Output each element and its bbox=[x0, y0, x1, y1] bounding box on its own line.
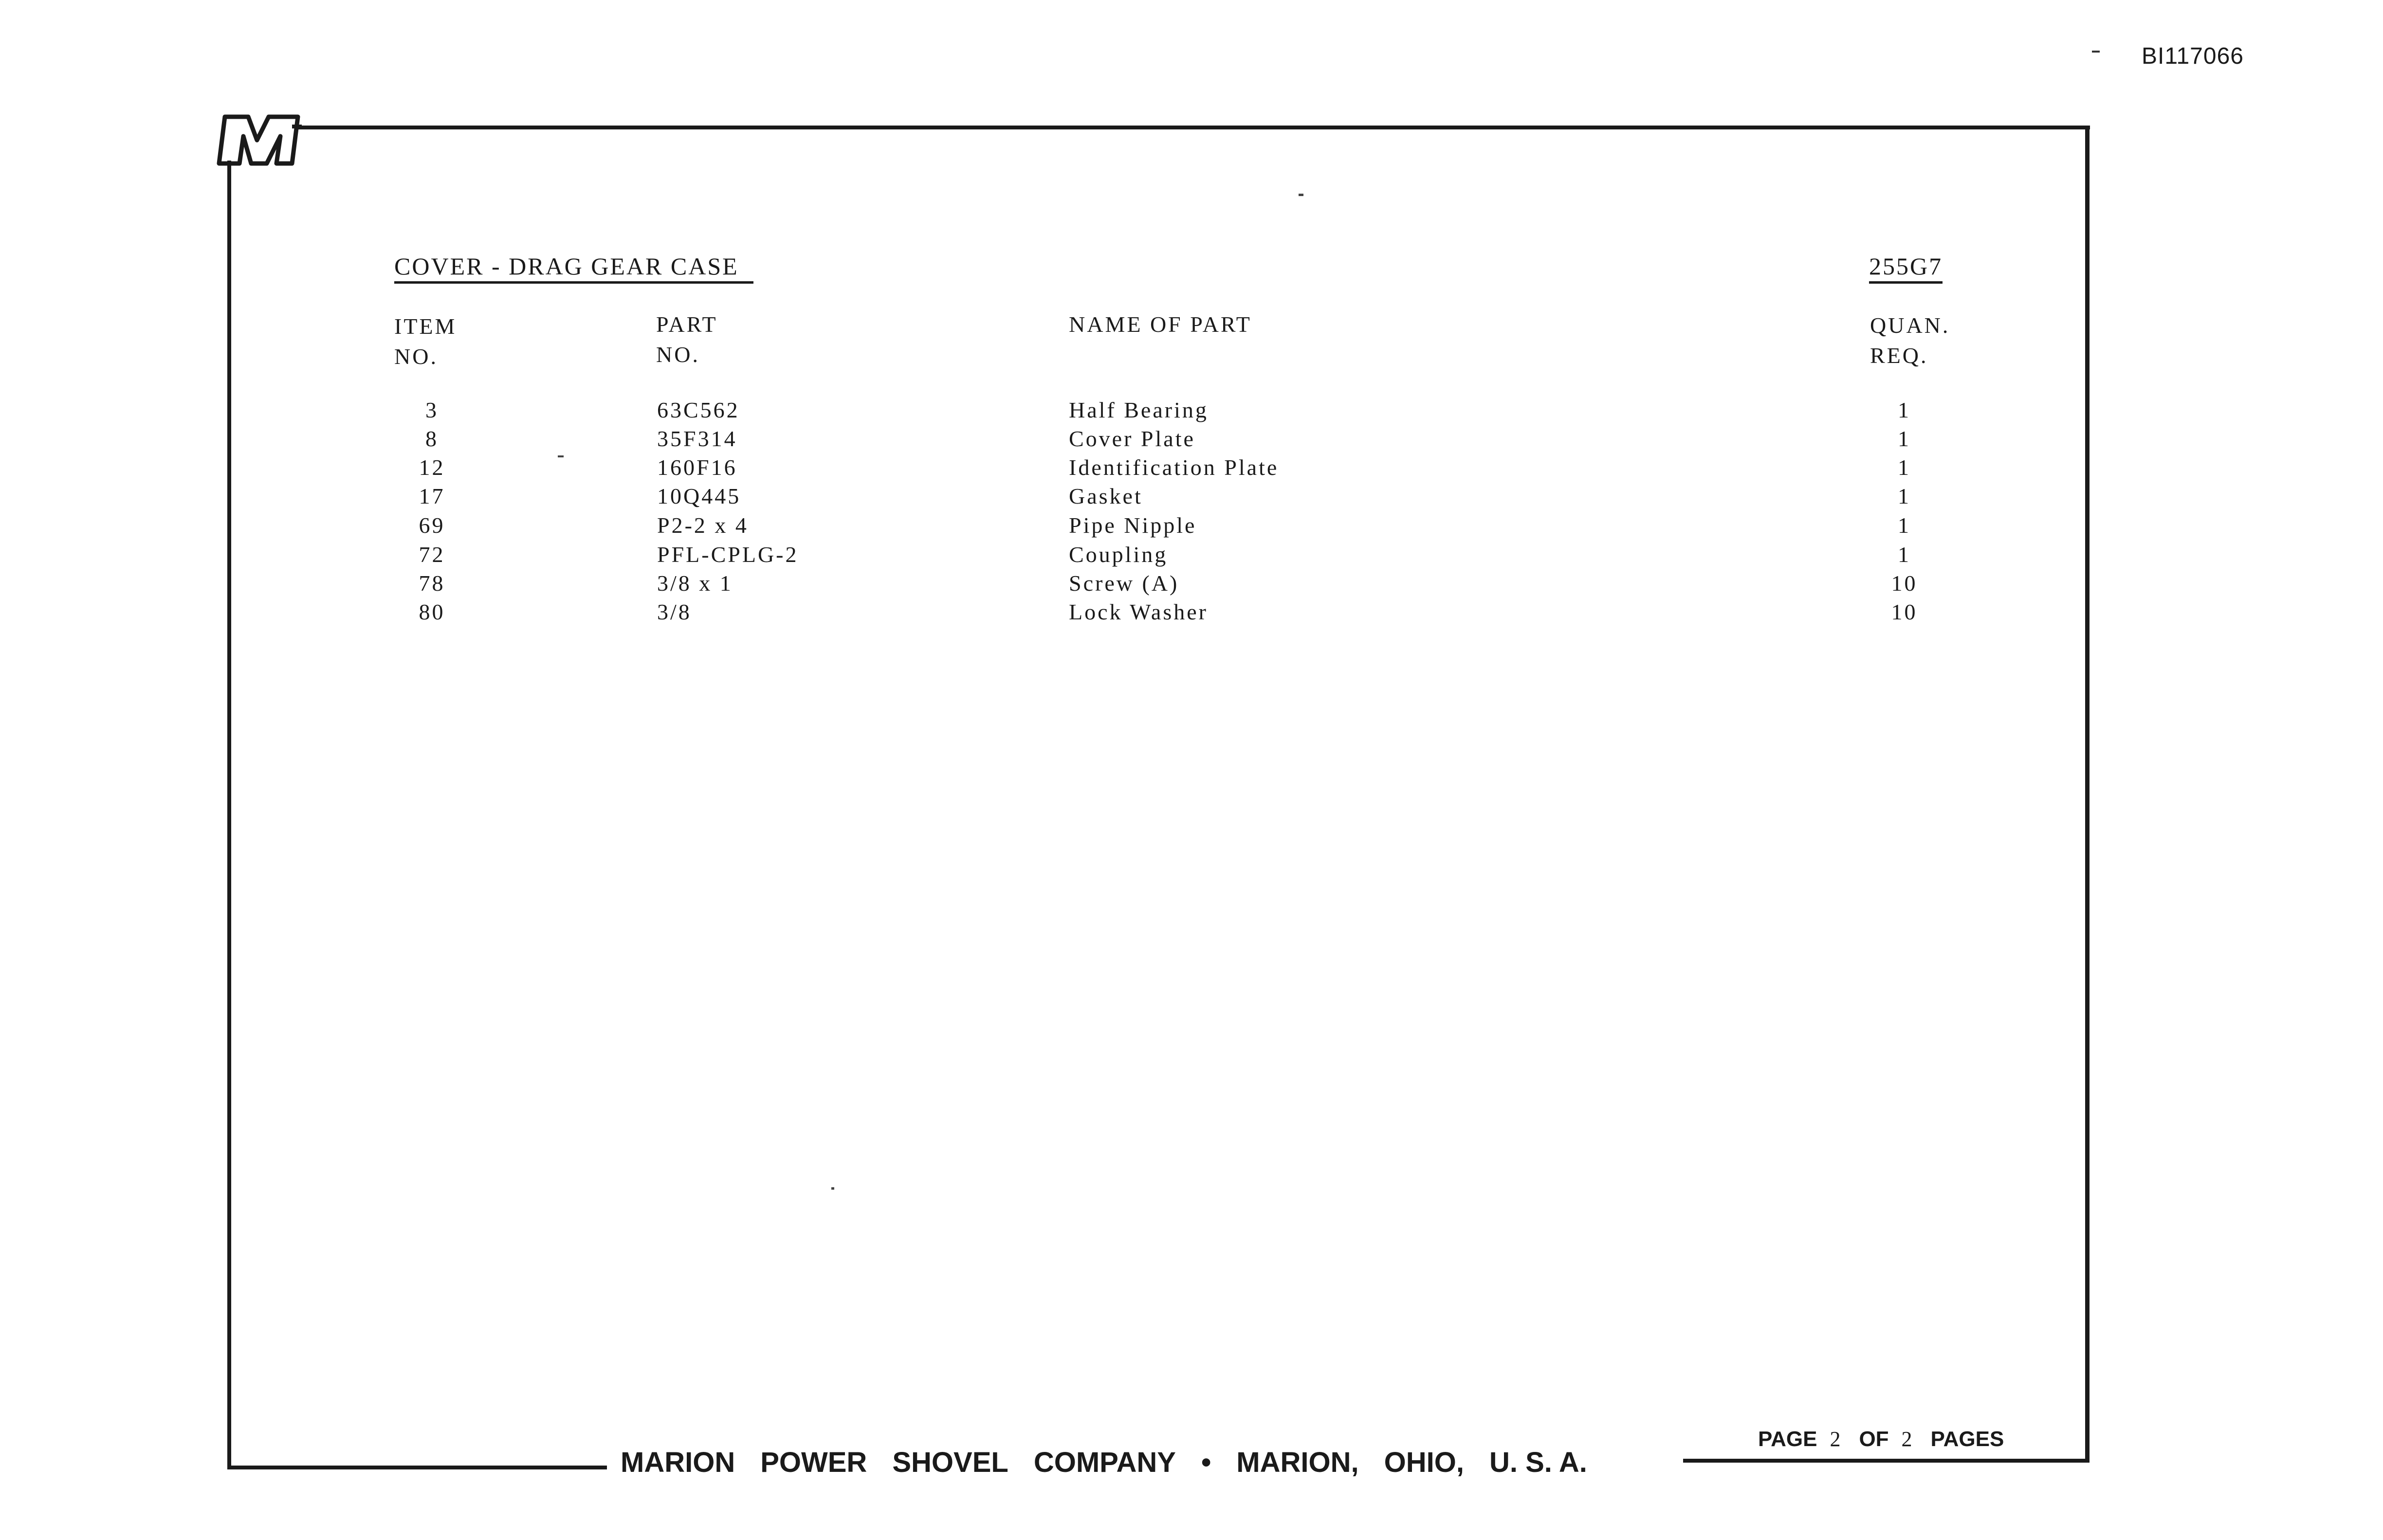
part-number: 35F314 bbox=[657, 426, 737, 451]
table-row bbox=[0, 512, 2383, 542]
item-number: 17 bbox=[419, 484, 445, 508]
separator-dot: • bbox=[1201, 1447, 1211, 1478]
item-no-header bbox=[394, 311, 457, 372]
part-no-header bbox=[656, 309, 718, 370]
quantity: 1 bbox=[1898, 484, 1911, 508]
quantity: 10 bbox=[1891, 599, 1918, 624]
location-word: OHIO, bbox=[1384, 1447, 1464, 1478]
quantity: 1 bbox=[1898, 455, 1911, 480]
item-number: 78 bbox=[419, 571, 445, 596]
quantity: 10 bbox=[1891, 571, 1918, 596]
table-row bbox=[0, 570, 2383, 599]
part-header-line1: PART bbox=[656, 312, 718, 337]
scan-speck bbox=[558, 455, 564, 457]
quantity: 1 bbox=[1898, 513, 1911, 538]
scan-speck bbox=[1299, 194, 1303, 196]
quantity: 1 bbox=[1898, 398, 1911, 422]
frame-bottom-border-right bbox=[1683, 1459, 2090, 1463]
item-number: 80 bbox=[419, 599, 445, 624]
part-header-line2: NO. bbox=[656, 342, 700, 367]
part-name: Identification Plate bbox=[1069, 455, 1279, 480]
item-number: 72 bbox=[419, 542, 445, 567]
part-name: Half Bearing bbox=[1069, 398, 1209, 422]
part-number: 63C562 bbox=[657, 398, 740, 422]
frame-left-border bbox=[227, 161, 231, 1469]
name-header: NAME OF PART bbox=[1069, 312, 1252, 337]
part-name: Cover Plate bbox=[1069, 426, 1195, 451]
quantity: 1 bbox=[1898, 542, 1911, 567]
page-indicator bbox=[1758, 1427, 2016, 1451]
frame-bottom-border-left bbox=[227, 1466, 607, 1469]
location-word: MARION, bbox=[1236, 1447, 1359, 1478]
item-number: 12 bbox=[419, 455, 445, 480]
qty-header-line1: QUAN. bbox=[1870, 313, 1950, 338]
item-header-line2: NO. bbox=[394, 344, 438, 369]
part-number: 3/8 x 1 bbox=[657, 571, 733, 596]
part-number: PFL-CPLG-2 bbox=[657, 542, 799, 567]
part-name: Coupling bbox=[1069, 542, 1168, 567]
table-row bbox=[0, 599, 2383, 628]
scan-speck bbox=[831, 1187, 834, 1190]
footer-company-line bbox=[621, 1446, 1613, 1479]
part-number: P2-2 x 4 bbox=[657, 513, 749, 538]
company-word: POWER bbox=[760, 1447, 867, 1478]
company-word: COMPANY bbox=[1033, 1447, 1176, 1478]
item-number: 8 bbox=[425, 426, 439, 451]
table-row bbox=[0, 397, 2383, 426]
item-header-line1: ITEM bbox=[394, 314, 457, 339]
quantity: 1 bbox=[1898, 426, 1911, 451]
page-total: 2 bbox=[1901, 1427, 1912, 1451]
company-word: MARION bbox=[621, 1447, 735, 1478]
part-name: Pipe Nipple bbox=[1069, 513, 1197, 538]
table-row bbox=[0, 426, 2383, 455]
name-of-part-header bbox=[1069, 309, 1252, 340]
of-label: OF bbox=[1859, 1427, 1889, 1451]
scan-mark bbox=[2092, 51, 2100, 53]
item-number: 69 bbox=[419, 513, 445, 538]
part-number: 10Q445 bbox=[657, 484, 741, 508]
part-name: Screw (A) bbox=[1069, 571, 1179, 596]
part-name: Lock Washer bbox=[1069, 599, 1208, 624]
frame-top-border bbox=[297, 126, 2090, 129]
table-row bbox=[0, 542, 2383, 571]
document-id: BI117066 bbox=[2142, 43, 2244, 69]
group-number: 255G7 bbox=[1869, 252, 1943, 284]
part-number: 3/8 bbox=[657, 599, 692, 624]
marion-logo bbox=[214, 111, 302, 168]
location-word: U. S. A. bbox=[1489, 1447, 1587, 1478]
table-row bbox=[0, 454, 2383, 484]
item-number: 3 bbox=[425, 398, 439, 422]
table-row bbox=[0, 483, 2383, 512]
page-current: 2 bbox=[1830, 1427, 1841, 1451]
quantity-header bbox=[1870, 310, 1950, 371]
part-number: 160F16 bbox=[657, 455, 737, 480]
page-label: PAGE bbox=[1758, 1427, 1817, 1451]
frame-right-border bbox=[2085, 126, 2090, 1463]
company-word: SHOVEL bbox=[892, 1447, 1008, 1478]
part-name: Gasket bbox=[1069, 484, 1143, 508]
parts-list-title: COVER - DRAG GEAR CASE bbox=[394, 252, 753, 284]
pages-label: PAGES bbox=[1930, 1427, 2004, 1451]
qty-header-line2: REQ. bbox=[1870, 343, 1928, 368]
